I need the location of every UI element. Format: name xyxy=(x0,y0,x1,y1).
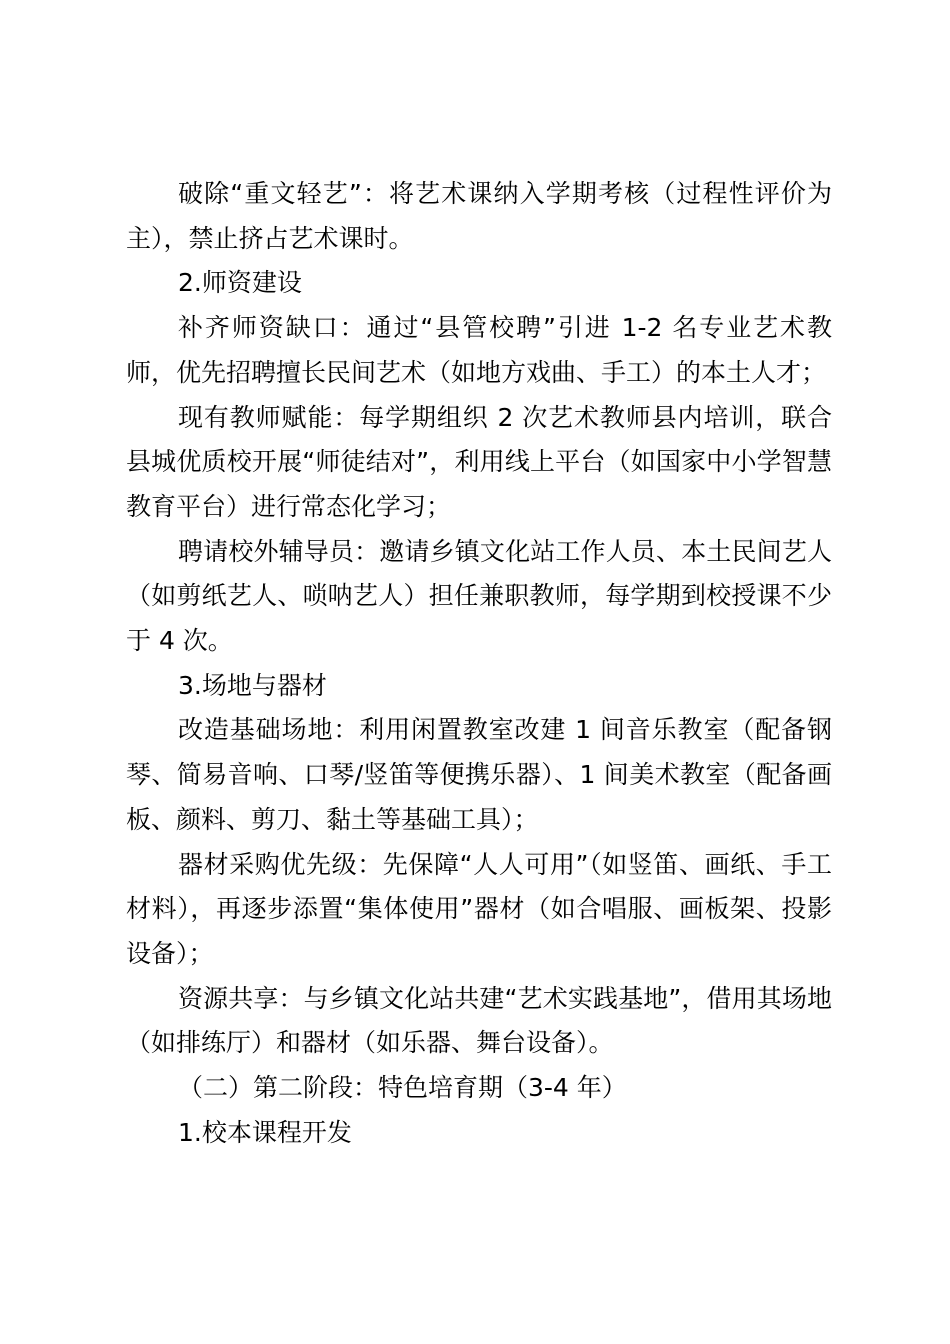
document-body xyxy=(126,172,832,1155)
paragraph-equipment-priority: 器材采购优先级：先保障“人人可用”（如竖笛、画纸、手工材料），再逐步添置“集体使用”器材（如合唱服、画板架、投影设备）； xyxy=(126,849,832,968)
paragraph-teacher-empowerment: 现有教师赋能：每学期组织 2 次艺术教师县内培训，联合县城优质校开展“师徒结对”，利用线上平台（如国家中小学智慧教育平台）进行常态化学习； xyxy=(126,402,832,521)
paragraph-resource-sharing: 资源共享：与乡镇文化站共建“艺术实践基地”，借用其场地（如排练厅）和器材（如乐器、舞台设备）。 xyxy=(126,983,832,1058)
heading-teacher-building: 2.师资建设 xyxy=(178,268,302,298)
heading-venue-equipment: 3.场地与器材 xyxy=(178,670,327,700)
paragraph-external-tutors: 聘请校外辅导员：邀请乡镇文化站工作人员、本土民间艺人（如剪纸艺人、唢呐艺人）担任兼职教师，每学期到校授课不少于 4 次。 xyxy=(126,536,832,656)
paragraph-renovate-venues: 改造基础场地：利用闲置教室改建 1 间音乐教室（配备钢琴、简易音响、口琴/竖笛等便携乐器）、1 间美术教室（配备画板、颜料、剪刀、黏土等基础工具）； xyxy=(126,715,832,834)
paragraph-break-bias: 破除“重文轻艺”：将艺术课纳入学期考核（过程性评价为主），禁止挤占艺术课时。 xyxy=(126,179,832,253)
heading-stage-two: （二）第二阶段：特色培育期（3-4 年） xyxy=(178,1073,627,1103)
heading-curriculum-development: 1.校本课程开发 xyxy=(178,1117,352,1147)
paragraph-fill-teacher-gap: 补齐师资缺口：通过“县管校聘”引进 1-2 名专业艺术教师，优先招聘擅长民间艺术（如地方戏曲、手工）的本土人才； xyxy=(126,313,832,387)
